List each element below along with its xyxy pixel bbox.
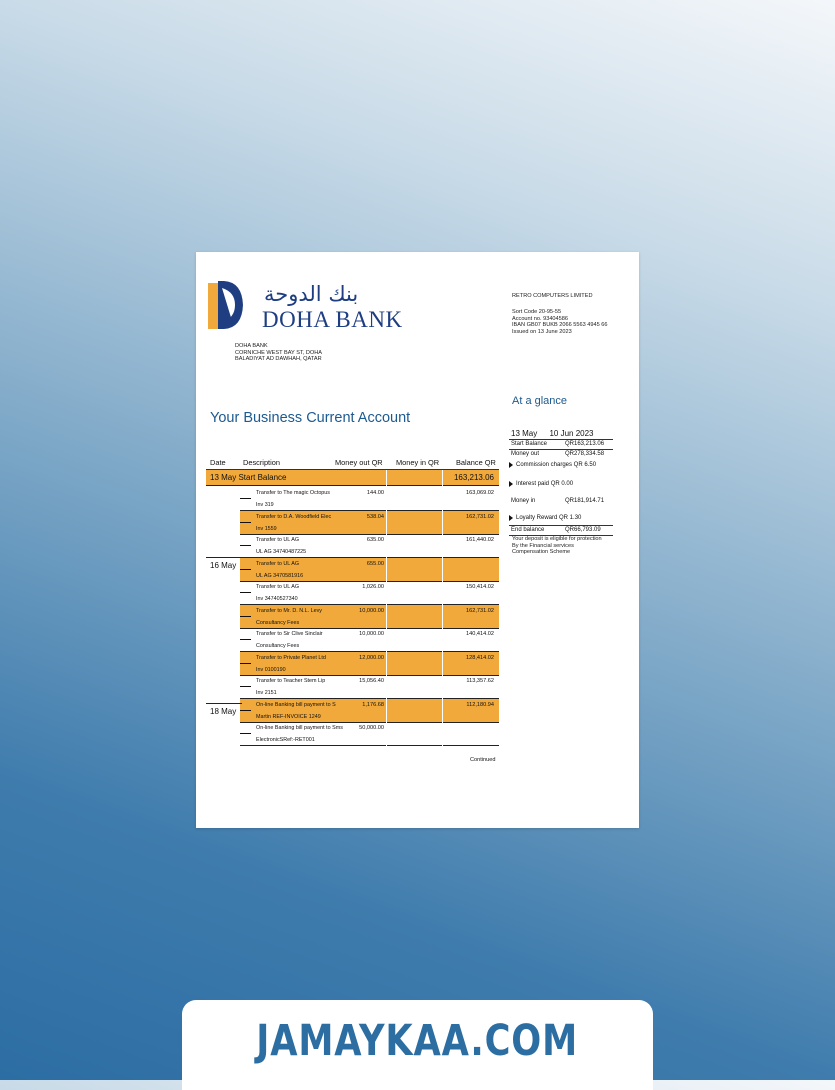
money-in-cell bbox=[387, 511, 442, 535]
glance-title: At a glance bbox=[512, 395, 568, 407]
transaction-reference: UL AG 3470581916 bbox=[256, 572, 304, 579]
money-out-value: 10,000.00 bbox=[359, 607, 384, 614]
balance-value: 112,180.94 bbox=[466, 701, 494, 708]
transaction-description: Transfer to Private Planet Ltd bbox=[256, 654, 326, 661]
glance-money-in-label: Money in bbox=[511, 498, 536, 504]
glance-date-to: 10 Jun 2023 bbox=[549, 429, 594, 438]
glance-date-from: 13 May bbox=[511, 429, 538, 438]
glance-commission: Commission charges QR 6.50 bbox=[509, 459, 613, 472]
transaction-description: Transfer to UL AG bbox=[256, 537, 300, 543]
glance-interest: Interest paid QR 0.00 bbox=[509, 478, 613, 491]
table-row bbox=[196, 675, 499, 699]
balance-value: 162,731.02 bbox=[466, 513, 494, 520]
balance-cell bbox=[443, 722, 499, 746]
transaction-reference: Consultancy Fees bbox=[256, 619, 300, 626]
watermark-text: JAMAYKAA.COM bbox=[256, 1016, 579, 1066]
continued-label: Continued bbox=[470, 757, 496, 763]
transaction-description: Transfer to UL AG bbox=[256, 560, 300, 567]
money-in-cell bbox=[387, 605, 442, 629]
glance-money-out bbox=[509, 450, 613, 459]
date-label: 16 May bbox=[210, 561, 237, 570]
table-row bbox=[196, 534, 499, 558]
glance-start-value: QR163,213.06 bbox=[565, 441, 605, 447]
bank-address bbox=[235, 343, 322, 363]
protection-line: Your deposit is eligible for protection bbox=[512, 536, 602, 542]
money-in-cell bbox=[387, 487, 442, 511]
transaction-reference: Consultancy Fees bbox=[256, 643, 300, 649]
transaction-reference: Inv 1559 bbox=[256, 525, 277, 532]
money-in-cell bbox=[387, 652, 442, 676]
money-out-value: 655.00 bbox=[366, 560, 384, 567]
transaction-reference: UL AG 34740487225 bbox=[256, 549, 307, 555]
header-money-in: Money in QR bbox=[396, 458, 440, 467]
account-info bbox=[512, 309, 607, 335]
money-out-value: 1,026.00 bbox=[362, 584, 384, 590]
row-marker bbox=[240, 545, 251, 546]
iban: IBAN GB07 BUKB 2066 5563 4945 66 bbox=[512, 322, 608, 329]
header-description: Description bbox=[243, 458, 280, 467]
balance-value: 140,414.02 bbox=[466, 631, 494, 637]
account-number: Account no. 93404586 bbox=[512, 315, 568, 322]
start-balance-value: 163,213.06 bbox=[453, 473, 494, 482]
row-marker bbox=[240, 616, 251, 617]
row-marker bbox=[240, 522, 251, 523]
bank-address-line: BALADIYAT AD DAWHAH, QATAR bbox=[235, 356, 322, 363]
sort-code: Sort Code 20-95-55 bbox=[512, 309, 562, 315]
protection-note bbox=[512, 536, 622, 556]
glance-dates bbox=[509, 427, 613, 440]
row-marker bbox=[240, 498, 251, 499]
date-divider bbox=[206, 557, 242, 558]
logo-arabic-text: بنك الدوحة bbox=[264, 282, 359, 306]
balance-value: 150,414.02 bbox=[466, 584, 494, 590]
row-marker bbox=[240, 710, 251, 711]
logo-english-text: DOHA BANK bbox=[262, 307, 403, 332]
money-out-value: 144.00 bbox=[366, 490, 384, 496]
glance-end-balance bbox=[509, 525, 613, 536]
money-out-value: 12,000.00 bbox=[359, 654, 384, 661]
page-title: Your Business Current Account bbox=[210, 410, 411, 426]
transaction-description: Transfer to The magic Octopus bbox=[256, 490, 331, 496]
watermark-banner bbox=[182, 1000, 653, 1090]
glance-end-label: End balance bbox=[511, 527, 545, 533]
protection-line: Compensation Scheme bbox=[512, 549, 571, 556]
glance-money-in-value: QR181,914.71 bbox=[565, 498, 605, 504]
table-row bbox=[196, 605, 499, 629]
table-row bbox=[196, 652, 499, 676]
bank-address-line: CORNICHE WEST BAY ST, DOHA bbox=[235, 349, 323, 356]
money-out-value: 1,176.68 bbox=[362, 701, 384, 708]
balance-value: 162,731.02 bbox=[466, 607, 494, 614]
balance-value: 161,440.02 bbox=[466, 537, 494, 543]
bank-address-line: DOHA BANK bbox=[235, 343, 268, 349]
balance-value: 113,357.62 bbox=[466, 678, 494, 684]
transaction-reference: Inv 2151 bbox=[256, 690, 277, 696]
row-marker bbox=[240, 592, 251, 593]
start-balance-label: 13 May Start Balance bbox=[210, 473, 287, 482]
date-divider bbox=[206, 703, 242, 704]
bank-statement bbox=[196, 252, 639, 828]
money-in-cell bbox=[387, 722, 442, 746]
money-in-cell bbox=[387, 581, 442, 605]
at-a-glance-panel bbox=[509, 427, 613, 536]
glance-start-label: Start Balance bbox=[511, 441, 548, 447]
money-in-cell bbox=[387, 534, 442, 558]
money-out-value: 10,000.00 bbox=[359, 631, 384, 637]
glance-money-in bbox=[509, 497, 613, 506]
table-row bbox=[196, 511, 499, 535]
header-money-out: Money out QR bbox=[335, 458, 383, 467]
issued-date: Issued on 13 June 2023 bbox=[512, 328, 572, 335]
money-out-value: 538.04 bbox=[366, 513, 384, 520]
money-in-cell bbox=[387, 699, 442, 723]
start-balance-row bbox=[206, 470, 499, 486]
transaction-description: Transfer to UL AG bbox=[256, 584, 300, 590]
header-date: Date bbox=[210, 458, 226, 467]
row-marker bbox=[240, 686, 251, 687]
transaction-reference: Inv 319 bbox=[256, 502, 274, 508]
glance-loyalty: Loyalty Reward QR 1.30 bbox=[509, 512, 613, 525]
balance-value: 128,414.02 bbox=[466, 654, 494, 661]
row-marker bbox=[240, 639, 251, 640]
table-row bbox=[196, 722, 499, 746]
transaction-description: Transfer to D.A. Woodfield Elec bbox=[256, 513, 332, 520]
transaction-reference: Inv 34740527340 bbox=[256, 596, 298, 602]
doha-bank-logo-icon bbox=[208, 278, 244, 330]
money-in-cell bbox=[387, 675, 442, 699]
row-marker bbox=[240, 663, 251, 664]
date-label: 18 May bbox=[210, 707, 237, 716]
account-holder: RETRO COMPUTERS LIMITED bbox=[512, 293, 593, 299]
glance-money-out-label: Money out bbox=[511, 451, 540, 457]
transaction-reference: Inv 0100190 bbox=[256, 666, 286, 673]
transaction-reference: Martin REF-INVOICE 1249 bbox=[256, 713, 321, 720]
transaction-reference: ElectronicSRef:-RET001 bbox=[256, 737, 315, 743]
money-out-value: 15,056.40 bbox=[359, 678, 384, 684]
balance-value: 163,069.02 bbox=[466, 490, 494, 496]
transaction-description: Transfer to Sir Clive Sinclair bbox=[256, 631, 323, 637]
table-row bbox=[196, 628, 499, 652]
transaction-description: On-line Banking bill payment to Sms bbox=[256, 725, 343, 731]
money-out-value: 635.00 bbox=[366, 537, 384, 543]
protection-line: By the Financial services bbox=[512, 542, 574, 549]
table-row bbox=[196, 581, 499, 605]
table-row bbox=[196, 558, 499, 582]
glance-end-value: QR66,793.09 bbox=[565, 527, 601, 533]
money-in-cell bbox=[387, 628, 442, 652]
start-balance-in-cell bbox=[387, 470, 442, 486]
transaction-description: On-line Banking bill payment to S bbox=[256, 701, 336, 708]
transaction-description: Transfer to Teacher Stem Lip bbox=[256, 678, 326, 684]
row-marker bbox=[240, 569, 251, 570]
glance-start-balance bbox=[509, 440, 613, 450]
header-balance: Balance QR bbox=[456, 458, 496, 467]
table-row bbox=[196, 487, 499, 511]
row-marker bbox=[240, 733, 251, 734]
glance-money-out-value: QR278,334.58 bbox=[565, 451, 605, 457]
money-in-cell bbox=[387, 558, 442, 582]
money-out-value: 50,000.00 bbox=[359, 725, 384, 731]
transaction-description: Transfer to Mr. D. N.L. Levy bbox=[256, 607, 323, 614]
balance-cell bbox=[443, 558, 499, 582]
